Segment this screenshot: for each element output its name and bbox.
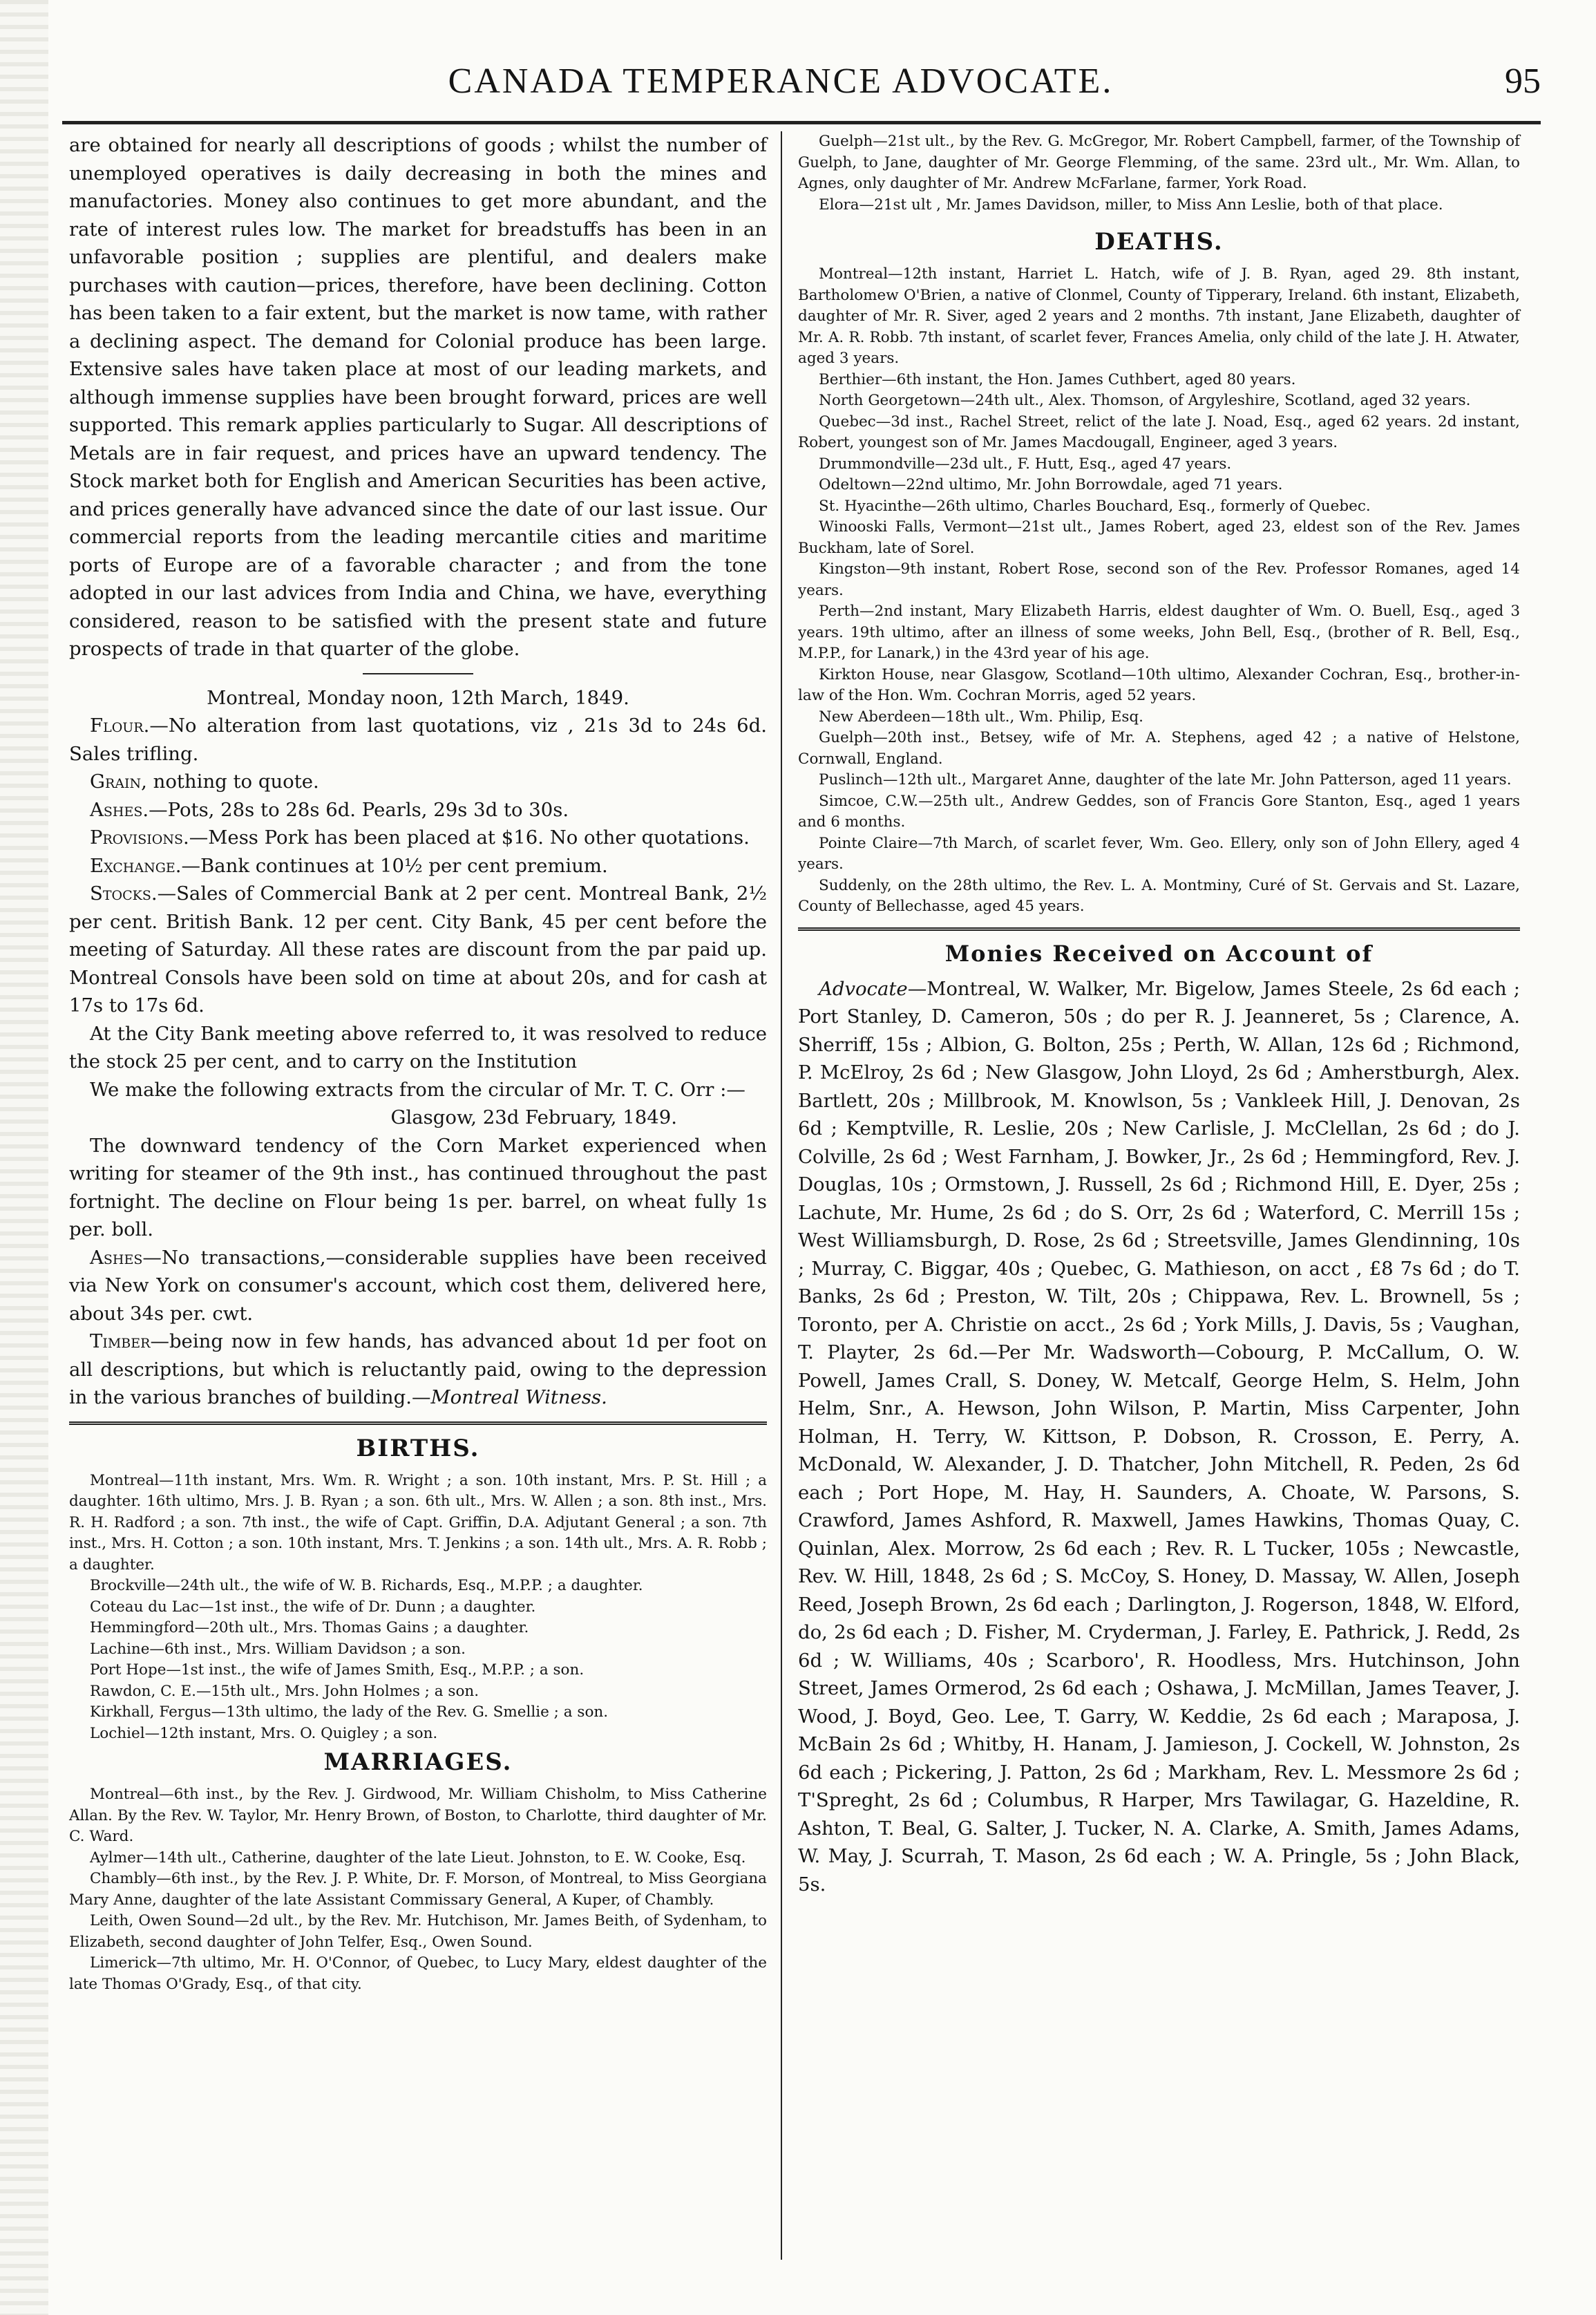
market-item-text: —Pots, 28s to 28s 6d. Pearls, 29s 3d to 30s.: [149, 798, 569, 821]
death-notice: Winooski Falls, Vermont—21st ult., James Robert, aged 23, eldest son of the Rev. James Buckham, late of Sorel.: [798, 518, 1520, 557]
column-divider: [781, 131, 782, 2260]
ashes-text: —No transactions,—considerable supplies have been received via New York on consumer's account, which cost them, delivered here, about 34s per. cwt.: [69, 1246, 767, 1325]
deaths-heading: DEATHS.: [1094, 228, 1224, 256]
newspaper-title: CANADA TEMPERANCE ADVOCATE.: [448, 62, 1114, 101]
monies-list: —Montreal, W. Walker, Mr. Bigelow, James Steele, 2s 6d each ; Port Stanley, D. Cameron, 50s ; do per R. J. Jeanneret, 5s ; Clarence, A. Sherriff, 15s ; Albion, G. Bolton, 25s ; Perth, W. Allan, 12s 6d ; Richmond, P. McElroy, 2s 6d ; New Glasgow, John Lloyd, 2s 6d ; Amherstburgh, Alex. Bartlett, 20s ; Millbrook, M. Knowlson, 5s ; Vankleek Hill, J. Denovan, 2s 6d ; Kemptville, R. Leslie, 20s ; New Carlisle, J. McClellan, 2s 6d ; do J. Colville, 2s 6d ; West Farnham, J. Bowker, Jr., 2s 6d ; Hemmingford, Rev. J. Douglas, 10s ; Ormstown, J. Russell, 2s 6d ; Richmond Hill, E. Dyer, 25s ; Lachute, Mr. Hume, 2s 6d ; do S. Orr, 2s 6d ; Waterford, C. Merrill 15s ; West Williamsburgh, D. Rose, 2s 6d ; Streetsville, James Glendinning, 10s ; Murray, C. Biggar, 40s ; Quebec, G. Mathieson, on acct , £8 7s 6d ; do T. Banks, 2s 6d ; Preston, W. Tilt, 20s ; Chippawa, Rev. L. Brownell, 5s ; Toronto, per A. Christie on acct., 2s 6d ; York Mills, J. Davis, 5s ; Vaughan, T. Playter, 2s 6d.—Per Mr. Wadsworth—Cobourg, P. McCallum, O. W. Powell, James Crall, S. Doney, W. Metcalf, George Helm, S. Helm, John Helm, Snr., A. Hewson, John Wilson, P. Martin, Miss Carpenter, John Holman, H. Terry, W. Kittson, P. Dobson, R. Crosson, E. Perry, A. McDonald, W. Alexander, J. D. Thatcher, John Mitchell, R. Peden, 2s 6d each ; Port Hope, M. Hay, H. Saunders, A. Choate, W. Parsons, S. Crawford, James Ashford, R. Maxwell, James Hawkins, Thomas Quay, C. Quinlan, Alex. Morrow, 2s 6d each ; Rev. R. L Tucker, 105s ; Newcastle, Rev. W. Hill, 1848, 2s 6d ; S. McCoy, S. Honey, D. Massay, W. Allen, Joseph Reed, Joseph Brown, 2s 6d each ; Darlington, J. Rogerson, 1848, W. Elford, do, 2s 6d each ; D. Fisher, M. Cryderman, J. Farley, E. Pathrick, J. Redd, 2s 6d ; W. Williams, 40s ; Scarboro', R. Hoodless, Mrs. Hutchinson, John Street, James Ormerod, 2s 6d each ; Oshawa, J. McMillan, James Teaver, J. Wood, J. Boyd, Geo. Lee, T. Garry, W. Keddie, 2s 6d each ; Maraposa, J. McBain 2s 6d ; Whitby, H. Hanam, J. Jamieson, J. Cockell, W. Johnston, 2s 6d each ; Pickering, J. Patton, 2s 6d ; Markham, Rev. L. Messmore 2s 6d ; T'Spreght, 2s 6d ; Columbus, R Harper, Mrs Tawilagar, G. Hazeldine, R. Ashton, T. Beal, G. Salter, J. Tucker, N. A. Clarke, A. Smith, James Adams, W. May, J. Scurrah, T. Mason, 2s 6d each ; W. A. Pringle, 5s ; John Black, 5s.: [798, 977, 1520, 1896]
ashes-label: Ashes: [90, 1246, 143, 1269]
market-item-text: —Mess Pork has been placed at $16. No other quotations.: [189, 826, 750, 849]
header-rule: [62, 121, 1541, 124]
monies-heading: Monies Received on Account of: [944, 940, 1374, 967]
commercial-intro: are obtained for nearly all descriptions of goods ; whilst the number of unemployed operatives is daily decreasing in both the mines and manufactories. Money also continues to get more abundant, and the rate of interest rules low. The market for breadstuffs has been in an unfavorable position ; supplies are plentiful, and dealers make purchases with caution—prices, therefore, have been declining. Cotton has been taken to a fair extent, but the market is now tame, with rather a declining aspect. The demand for Colonial produce has been large. Extensive sales have taken place at most of our leading markets, and although immense supplies have been brought forward, prices are well supported. This remark applies particularly to Sugar. All descriptions of Metals are in fair request, and prices have an upward tendency. The Stock market both for English and American Securities has been active, and prices generally have advanced since the date of our last issue. Our commercial reports from the leading mercantile cities and maritime ports of Europe are of a favorable character ; and from the tone adopted in our last advices from India and China, we have, everything considered, reason to be satisfied with the present state and future prospects of trade in that quarter of the globe.: [69, 134, 767, 660]
glasgow-report: The downward tendency of the Corn Market experienced when writing for steamer of the 9th inst., has continued throughout the past fortnight. The decline on Flour being 1s per. barrel, on wheat fully 1s per. boll.: [69, 1134, 767, 1240]
death-notice: Odeltown—22nd ultimo, Mr. John Borrowdale, aged 71 years.: [819, 476, 1283, 493]
section-double-rule: [69, 1421, 767, 1425]
market-item: [69, 824, 767, 852]
market-item-text: —Sales of Commercial Bank at 2 per cent. Montreal Bank, 2½ per cent. British Bank. 12 per cent. City Bank, 45 per cent before the meeting of Saturday. All these rates are discount from the par paid up. Montreal Consols have been sold on time at about 20s, and for cash at 17s to 17s 6d.: [69, 882, 767, 1017]
birth-notice: Lachine—6th inst., Mrs. William Davidson ; a son.: [90, 1640, 466, 1658]
market-item: [69, 796, 767, 824]
marriage-notice: Chambly—6th inst., by the Rev. J. P. White, Dr. F. Morson, of Montreal, to Miss Georgiana Mary Anne, daughter of the late Assistant Commissary General, A Kuper, of Chambly.: [69, 1870, 767, 1909]
death-notice: Pointe Claire—7th March, of scarlet fever, Wm. Geo. Ellery, only son of John Ellery, aged 4 years.: [798, 834, 1520, 873]
death-notice: Berthier—6th instant, the Hon. James Cuthbert, aged 80 years.: [819, 370, 1296, 388]
timber-text: —being now in few hands, has advanced about 1d per foot on all descriptions, but which is reluctantly paid, owing to the depression in the various branches of building.—: [69, 1330, 767, 1408]
market-item-label: Ashes.: [90, 798, 149, 821]
glasgow-dateline: Glasgow, 23d February, 1849.: [390, 1106, 677, 1128]
marriages-heading: MARRIAGES.: [323, 1748, 513, 1776]
monies-label: Advocate: [819, 977, 908, 1000]
market-item-label: Grain,: [90, 771, 147, 793]
birth-notice: Hemmingford—20th ult., Mrs. Thomas Gains ; a daughter.: [90, 1619, 529, 1636]
market-item-text: —No alteration from last quotations, viz , 21s 3d to 24s 6d. Sales trifling.: [69, 715, 767, 765]
death-notice: Simcoe, C.W.—25th ult., Andrew Geddes, son of Francis Gore Stanton, Esq., aged 1 years and 6 months.: [798, 792, 1520, 831]
market-item-text: nothing to quote.: [146, 771, 319, 793]
birth-notice: Rawdon, C. E.—15th ult., Mrs. John Holmes ; a son.: [90, 1682, 479, 1700]
market-item-label: Exchange.: [90, 854, 182, 877]
birth-notice: Coteau du Lac—1st inst., the wife of Dr. Dunn ; a daughter.: [90, 1598, 536, 1616]
births-heading: BIRTHS.: [356, 1434, 480, 1462]
death-notice: New Aberdeen—18th ult., Wm. Philip, Esq.: [819, 708, 1144, 726]
death-notice: Suddenly, on the 28th ultimo, the Rev. L. A. Montminy, Curé of St. Gervais and St. Lazare, County of Bellechasse, aged 45 years.: [798, 876, 1520, 915]
births-list: [69, 1471, 767, 1745]
death-notice: North Georgetown—24th ult., Alex. Thomson, of Argyleshire, Scotland, aged 32 years.: [819, 392, 1471, 409]
extracts-intro: We make the following extracts from the circular of Mr. T. C. Orr :—: [90, 1078, 745, 1101]
monies-received-text: [798, 975, 1520, 1899]
market-item: [69, 852, 767, 880]
marriage-notice: Guelph—21st ult., by the Rev. G. McGregor, Mr. Robert Campbell, farmer, of the Township of Guelph, to Jane, daughter of Mr. George Flemming, of the same. 23rd ult., Mr. Wm. Allan, to Agnes, only daughter of Mr. Andrew McFarlane, farmer, York Road.: [798, 133, 1520, 192]
market-item: [69, 768, 767, 796]
death-notice: Montreal—12th instant, Harriet L. Hatch, wife of J. B. Ryan, aged 29. 8th instant, Bartholomew O'Brien, a native of Clonmel, County of Tipperary, Ireland. 6th instant, Elizabeth, daughter of Mr. R. Siver, aged 2 years and 2 months. 7th instant, Jane Elizabeth, daughter of Mr. A. R. Robb. 7th instant, of scarlet fever, Frances Amelia, only child of the late J. H. Atwater, aged 3 years.: [798, 265, 1520, 367]
market-item-label: Flour.: [90, 715, 150, 737]
timber-source: Montreal Witness.: [430, 1386, 607, 1408]
marriage-notice: Limerick—7th ultimo, Mr. H. O'Connor, of Quebec, to Lucy Mary, eldest daughter of the late Thomas O'Grady, Esq., of that city.: [69, 1954, 767, 1993]
timber-label: Timber: [90, 1330, 151, 1352]
birth-notice: Kirkhall, Fergus—13th ultimo, the lady of the Rev. G. Smellie ; a son.: [90, 1703, 609, 1721]
birth-notice: Montreal—11th instant, Mrs. Wm. R. Wright ; a son. 10th instant, Mrs. P. St. Hill ; a daughter. 16th ultimo, Mrs. J. B. Ryan ; a son. 6th ult., Mrs. W. Allen ; a son. 8th inst., Mrs. R. H. Radford ; a son. 7th inst., the wife of Capt. Griffin, D.A. Adjutant General ; a son. 7th inst., Mrs. H. Cotton ; a son. 10th instant, Mrs. T. Jenkins ; a son. 14th ult., Mrs. A. R. Robb ; a daughter.: [69, 1471, 767, 1574]
death-notice: St. Hyacinthe—26th ultimo, Charles Bouchard, Esq., formerly of Quebec.: [819, 497, 1371, 515]
marriage-notice: Aylmer—14th ult., Catherine, daughter of the late Lieut. Johnston, to E. W. Cooke, Esq.: [90, 1849, 746, 1867]
binding-spine: [0, 0, 48, 2315]
death-notice: Kingston—9th instant, Robert Rose, second son of the Rev. Professor Romanes, aged 14 years.: [798, 560, 1520, 599]
deaths-list: [798, 264, 1520, 918]
market-dateline: Montreal, Monday noon, 12th March, 1849.: [207, 686, 629, 709]
death-notice: Puslinch—12th ult., Margaret Anne, daughter of the late Mr. John Patterson, aged 11 years.: [819, 771, 1512, 788]
page-header: [62, 28, 1541, 124]
page-number: 95: [1505, 62, 1541, 101]
section-rule: [363, 673, 473, 674]
market-item: [69, 880, 767, 1020]
market-item: [69, 712, 767, 768]
death-notice: Quebec—3d inst., Rachel Street, relict of the late J. Noad, Esq., aged 62 years. 2d instant, Robert, youngest son of Mr. James Macdougall, Engineer, aged 3 years.: [798, 413, 1520, 451]
marriage-notice: Leith, Owen Sound—2d ult., by the Rev. Mr. Hutchison, Mr. James Beith, of Sydenham, to Elizabeth, second daughter of John Telfer, Esq., Owen Sound.: [69, 1912, 767, 1951]
section-double-rule: [798, 927, 1520, 931]
marriages-list: [69, 1784, 767, 1995]
death-notice: Perth—2nd instant, Mary Elizabeth Harris, eldest daughter of Wm. O. Buell, Esq., aged 3 years. 19th ultimo, after an illness of some weeks, John Bell, Esq., (brother of R. Bell, Esq., M.P.P., for Lanark,) in the 43rd year of his age.: [798, 603, 1520, 662]
marriage-notice: Montreal—6th inst., by the Rev. J. Girdwood, Mr. William Chisholm, to Miss Catherine Allan. By the Rev. W. Taylor, Mr. Henry Brown, of Boston, to Charlotte, third daughter of Mr. C. Ward.: [69, 1786, 767, 1845]
birth-notice: Lochiel—12th instant, Mrs. O. Quigley ; a son.: [90, 1724, 438, 1742]
timber-report: [69, 1327, 767, 1412]
marriages-continued: [798, 131, 1520, 216]
market-item-label: Provisions.: [90, 826, 189, 849]
death-notice: Kirkton House, near Glasgow, Scotland—10th ultimo, Alexander Cochran, Esq., brother-in-law of the Hon. Wm. Cochran Morris, aged 52 years.: [798, 665, 1520, 704]
ashes-report: [69, 1244, 767, 1328]
right-column: [798, 131, 1520, 1898]
market-item-label: Stocks.: [90, 882, 158, 905]
birth-notice: Brockville—24th ult., the wife of W. B. Richards, Esq., M.P.P. ; a daughter.: [90, 1577, 643, 1594]
market-item-text: —Bank continues at 10½ per cent premium.: [181, 854, 608, 877]
death-notice: Guelph—20th inst., Betsey, wife of Mr. A. Stephens, aged 42 ; a native of Helstone, Cornwall, England.: [798, 729, 1520, 768]
city-bank-note: At the City Bank meeting above referred to, it was resolved to reduce the stock 25 per cent, and to carry on the Institution: [69, 1022, 767, 1073]
death-notice: Drummondville—23d ult., F. Hutt, Esq., aged 47 years.: [819, 455, 1232, 473]
marriage-notice: Elora—21st ult , Mr. James Davidson, miller, to Miss Ann Leslie, both of that place.: [819, 196, 1443, 214]
birth-notice: Port Hope—1st inst., the wife of James Smith, Esq., M.P.P. ; a son.: [90, 1661, 585, 1679]
left-column: [69, 131, 767, 1995]
market-report: [69, 712, 767, 1020]
